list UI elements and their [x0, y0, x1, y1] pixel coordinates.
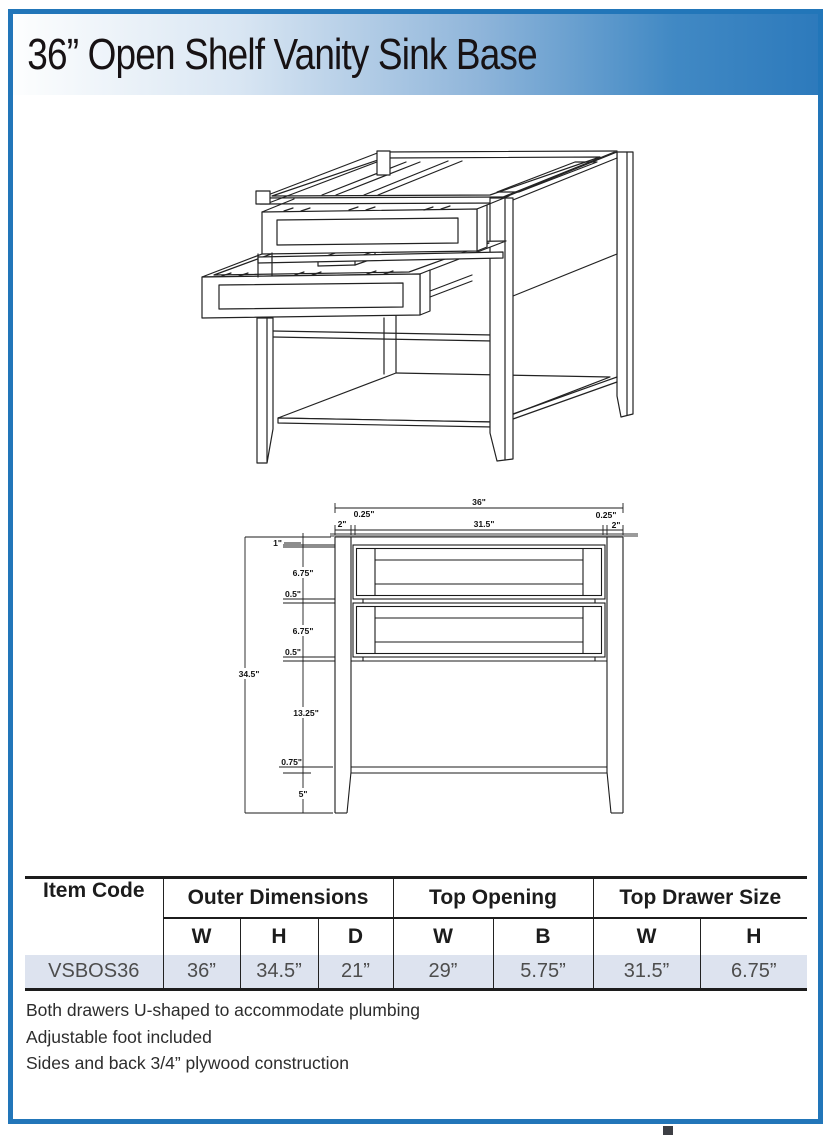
cell-drawer-h: 6.75”: [730, 959, 777, 982]
dim-gap2: 0.5": [284, 647, 301, 657]
label-backings: [233, 567, 325, 799]
col-header-item-code: Item Code: [25, 878, 163, 955]
subheader-outer-h: H: [240, 918, 318, 955]
subheader-drawer-h: H: [746, 924, 762, 948]
dim-drawer-width: 31.5": [473, 519, 495, 529]
title-banner: [13, 14, 818, 95]
subheader-outer-d: D: [318, 918, 393, 955]
group-header-outer-dimensions: Outer Dimensions: [163, 878, 393, 918]
note-line: Both drawers U-shaped to accommodate plumbing: [26, 1000, 420, 1020]
cell-opening-w: 29”: [393, 955, 493, 990]
isometric-cabinet-drawing: [183, 130, 703, 475]
cell-opening-b: 5.75”: [493, 955, 593, 990]
countertop-edge: [330, 533, 638, 537]
subheader-outer-w: W: [163, 918, 240, 955]
dim-gap1: 0.5": [284, 589, 301, 599]
dim-shelf-thickness: 0.75": [281, 757, 302, 767]
cell-outer-w: 36”: [163, 955, 240, 990]
construction-notes: [26, 997, 420, 1077]
cell-drawer-w: 31.5”: [593, 955, 700, 990]
page-title: 36” Open Shelf Vanity Sink Base: [27, 29, 537, 79]
note-line: Adjustable foot included: [26, 1026, 212, 1047]
dim-gap-left: 0.25": [353, 509, 375, 519]
group-header-top-opening: Top Opening: [393, 878, 593, 918]
subheader-drawer-w: W: [593, 918, 700, 955]
dim-gap-right: 0.25": [595, 510, 617, 520]
bottom-page-tab: [663, 1126, 673, 1135]
subheader-opening-w: W: [393, 918, 493, 955]
dim-leg-right: 2": [611, 520, 621, 530]
dim-overall-width: 36": [472, 497, 486, 507]
subheader-opening-b: B: [493, 918, 593, 955]
cell-outer-d: 21”: [318, 955, 393, 990]
front-elevation-drawing: [228, 495, 638, 825]
group-header-top-drawer-size: Top Drawer Size: [593, 878, 807, 918]
cell-item-code: VSBOS36: [25, 955, 163, 990]
dim-drawer1-height: 6.75": [292, 568, 314, 578]
dim-total-height: 34.5": [238, 669, 260, 679]
dim-top-rail: 1": [273, 538, 282, 548]
dim-open-section: 13.25": [293, 708, 319, 718]
cell-outer-h: 34.5”: [240, 955, 318, 990]
note-line: Sides and back 3/4” plywood construction: [26, 1053, 349, 1073]
dim-leg-left: 2": [337, 519, 347, 529]
table-row: [25, 955, 807, 990]
spec-table: [25, 876, 807, 991]
dim-leg-height: 5": [298, 789, 308, 799]
dim-drawer2-height: 6.75": [292, 626, 314, 636]
